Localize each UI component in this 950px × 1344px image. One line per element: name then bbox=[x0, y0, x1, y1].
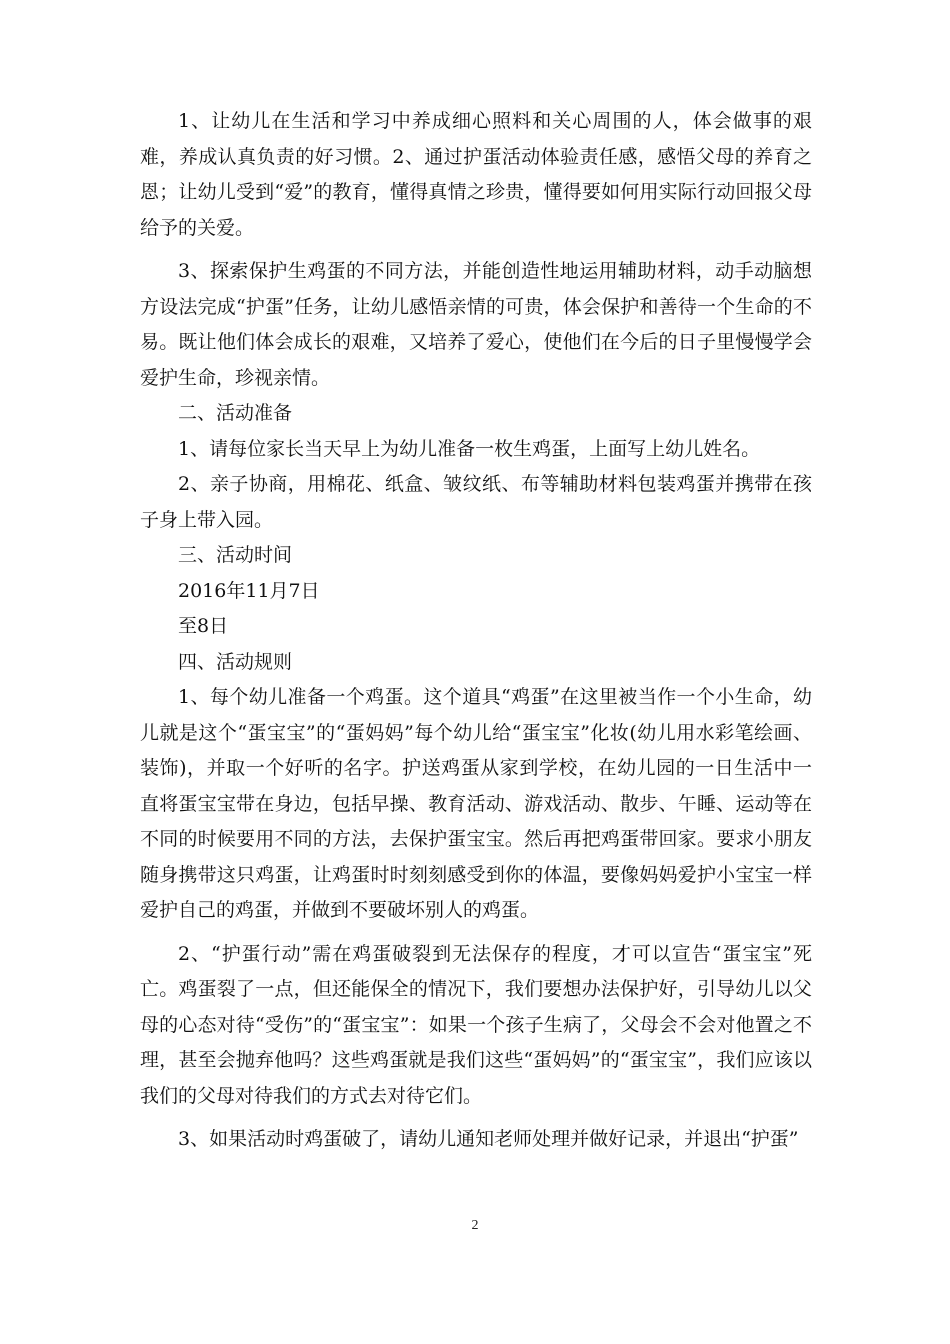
paragraph-preparation-2: 2、亲子协商，用棉花、纸盒、皱纹纸、布等辅助材料包装鸡蛋并携带在孩子身上带入园。 bbox=[140, 473, 812, 531]
paragraph-preparation-1: 1、请每位家长当天早上为幼儿准备一枚生鸡蛋，上面写上幼儿姓名。 bbox=[178, 437, 761, 460]
paragraph-goal-3: 3、探索保护生鸡蛋的不同方法，并能创造性地运用辅助材料，动手动脑想方设法完成“护蛋”任务，让幼儿感悟亲情的可贵，体会保护和善待一个生命的不易。既让他们体会成长的艰难，又培养了爱心，使他们在今后的日子里慢慢学会爱护生命，珍视亲情。 bbox=[140, 260, 812, 389]
activity-date-start: 2016年11月7日 bbox=[178, 579, 320, 602]
paragraph-rule-1: 1、每个幼儿准备一个鸡蛋。这个道具“鸡蛋”在这里被当作一个小生命，幼儿就是这个“蛋宝宝”的“蛋妈妈”每个幼儿给“蛋宝宝”化妆(幼儿用水彩笔绘画、装饰)，并取一个好听的名字。护送鸡蛋从家到学校，在幼儿园的一日生活中一直将蛋宝宝带在身边，包括早操、教育活动、游戏活动、散步、午睡、运动等在不同的时候要用不同的方法，去保护蛋宝宝。然后再把鸡蛋带回家。要求小朋友随身携带这只鸡蛋，让鸡蛋时时刻刻感受到你的体温，要像妈妈爱护小宝宝一样爱护自己的鸡蛋，并做到不要破坏别人的鸡蛋。 bbox=[140, 686, 812, 921]
paragraph-rule-3: 3、如果活动时鸡蛋破了，请幼儿通知老师处理并做好记录，并退出“护蛋” bbox=[178, 1128, 799, 1150]
section-heading-preparation: 二、活动准备 bbox=[178, 402, 293, 424]
section-heading-rules: 四、活动规则 bbox=[178, 650, 293, 673]
document-page bbox=[140, 104, 812, 1158]
activity-date-end: 至8日 bbox=[178, 615, 229, 637]
paragraph-rule-2: 2、“护蛋行动”需在鸡蛋破裂到无法保存的程度，才可以宣告“蛋宝宝”死亡。鸡蛋裂了一点，但还能保全的情况下，我们要想办法保护好，引导幼儿以父母的心态对待“受伤”的“蛋宝宝”：如果一个孩子生病了，父母会不会对他置之不理，甚至会抛弃他吗？这些鸡蛋就是我们这些“蛋妈妈”的“蛋宝宝”，我们应该以我们的父母对待我们的方式去对待它们。 bbox=[140, 942, 812, 1107]
page-number: 2 bbox=[471, 1218, 479, 1233]
paragraph-goal-1-2: 1、让幼儿在生活和学习中养成细心照料和关心周围的人，体会做事的艰难，养成认真负责的好习惯。2、通过护蛋活动体验责任感，感悟父母的养育之恩；让幼儿受到“爱”的教育，懂得真情之珍贵，懂得要如何用实际行动回报父母给予的关爱。 bbox=[140, 110, 812, 239]
section-heading-time: 三、活动时间 bbox=[178, 544, 293, 566]
